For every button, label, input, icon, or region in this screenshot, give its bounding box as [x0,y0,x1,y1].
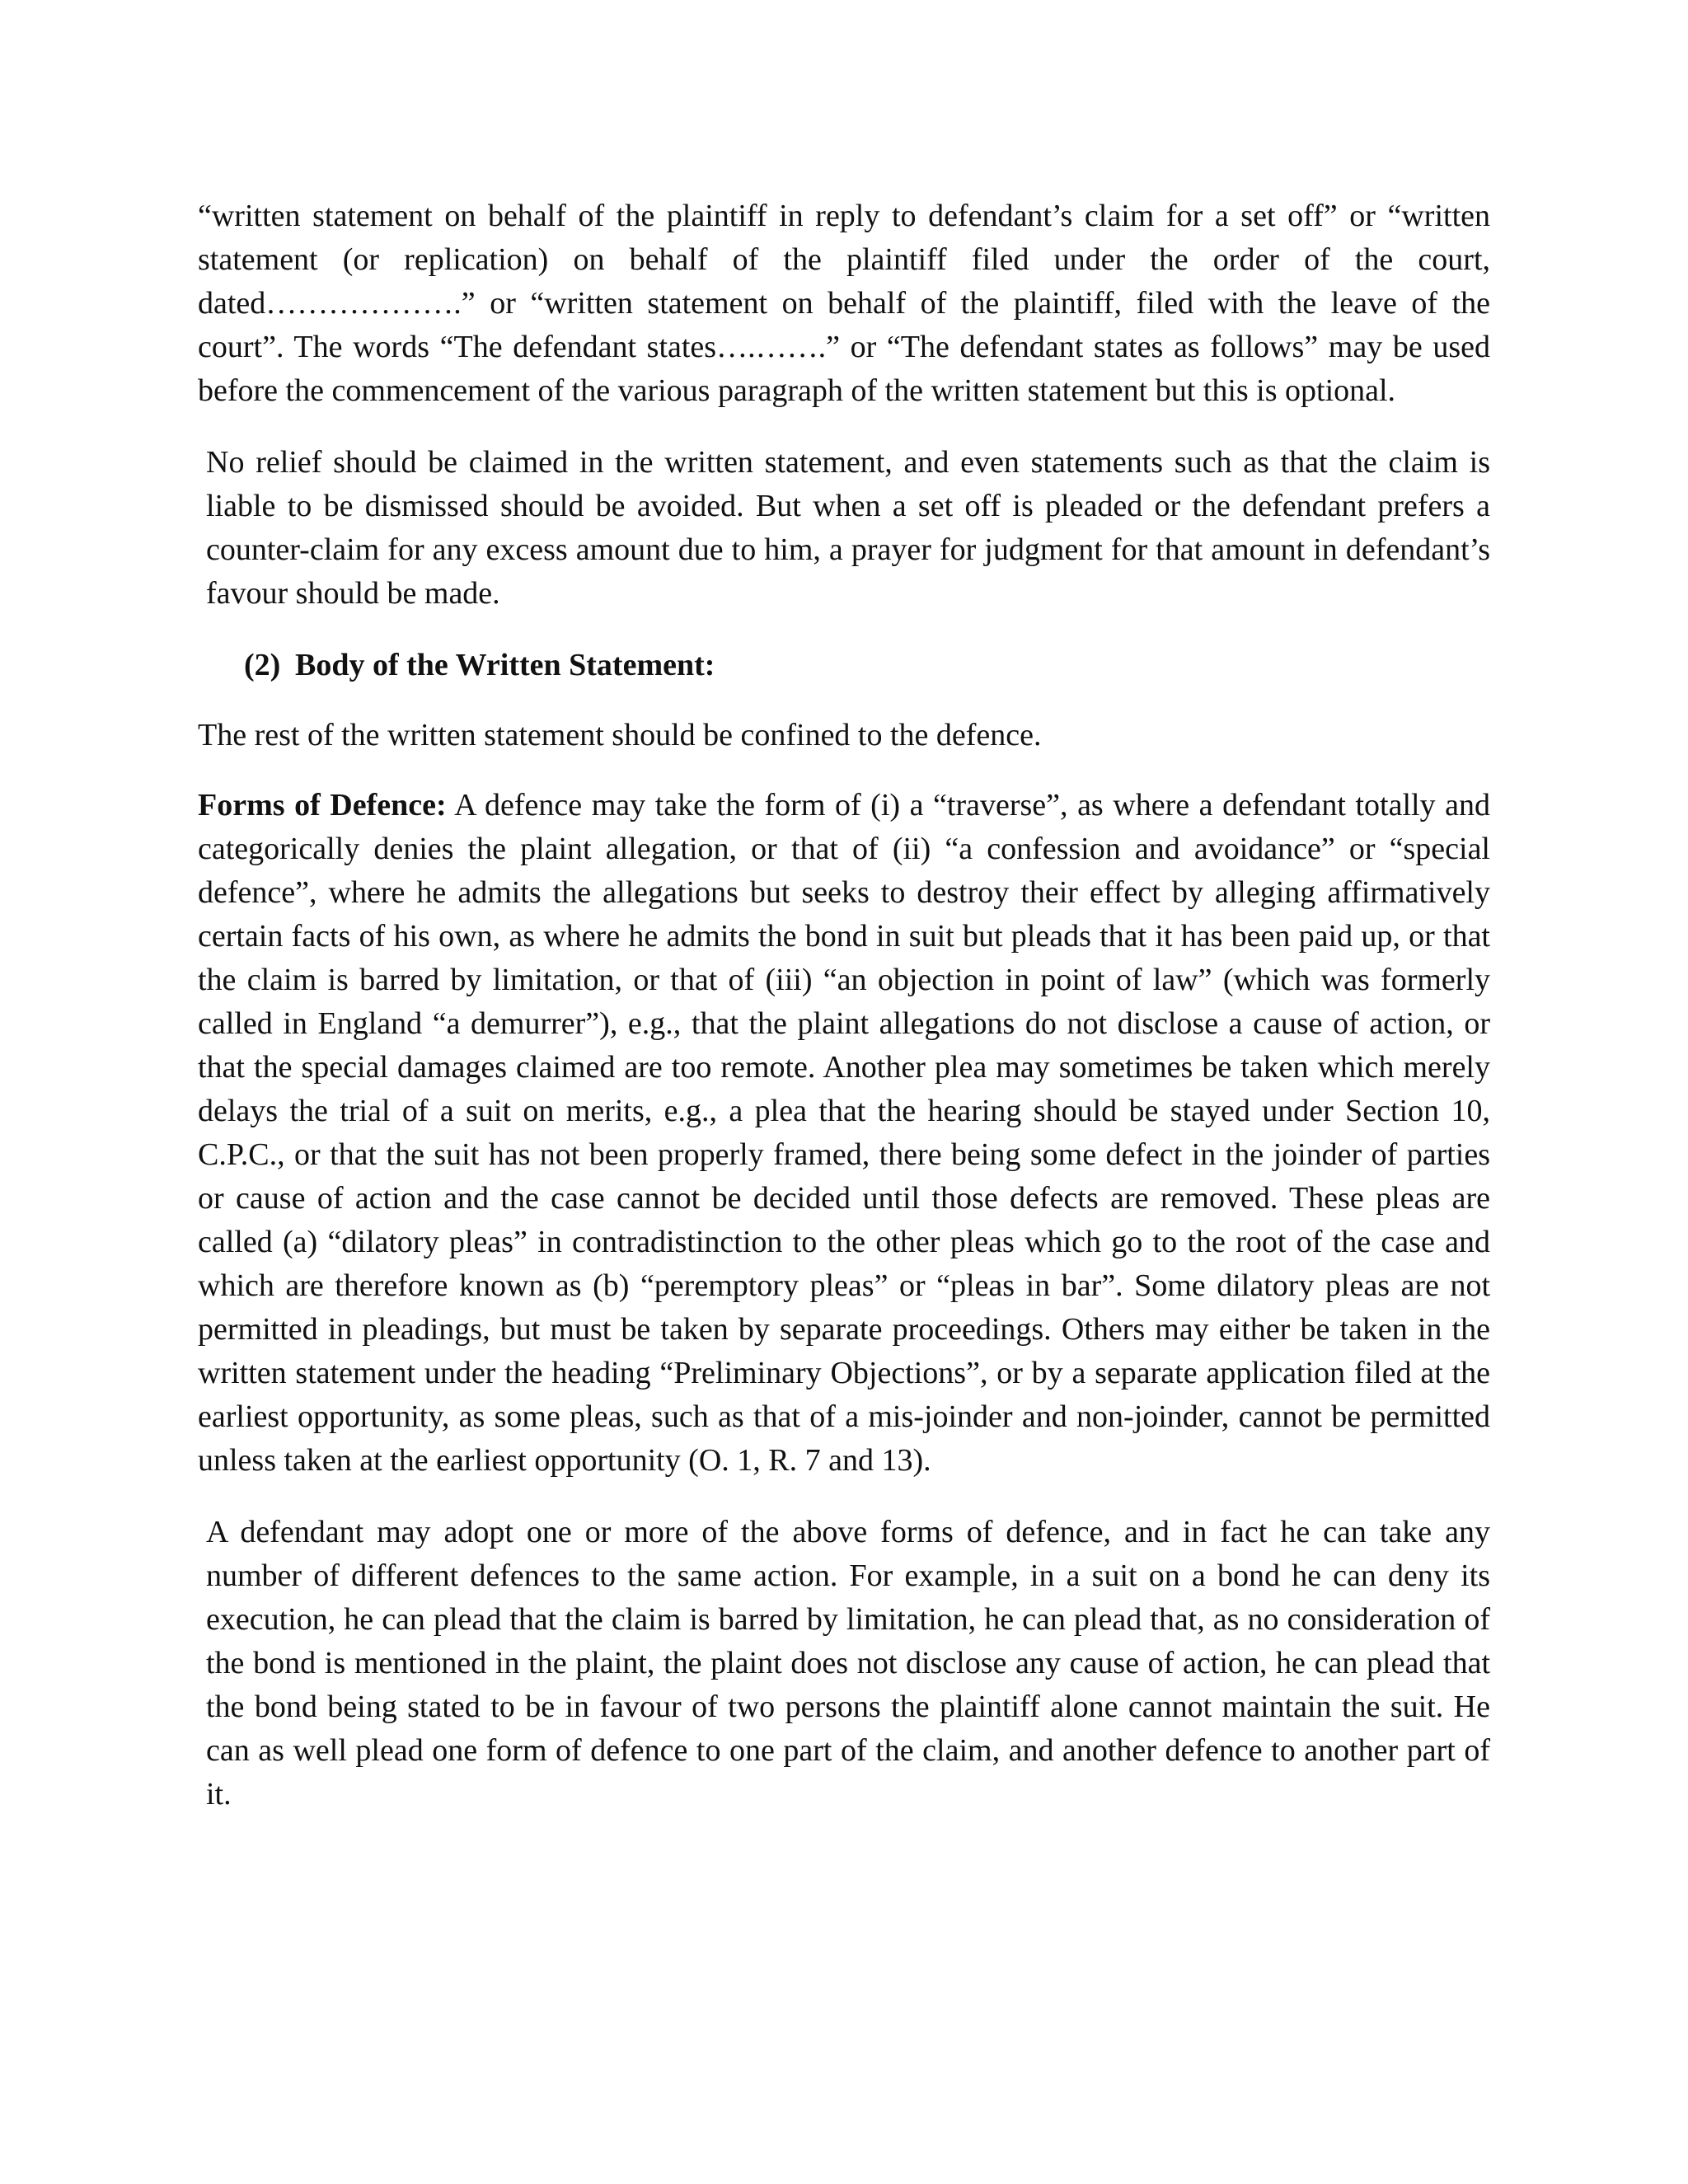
section-heading-number: (2) [244,648,281,682]
paragraph-multiple-defences: A defendant may adopt one or more of the above forms of defence, and in fact he can take any number of different defences to the same action. For example, in a suit on a bond he can deny its execution, he can plead that the claim is barred by limitation, he can plead that, as no consideration of the bond is mentioned in the plaint, the plaint does not disclose any cause of action, he can plead that the bond being stated to be in favour of two persons the plaintiff alone cannot maintain the suit. He can as well plead one form of defence to one part of the claim, and another defence to another part of it. [206,1515,1490,1811]
paragraph-written-statement-titles: “written statement on behalf of the plaintiff in reply to defendant’s claim for a set off” or “written statement (or replication) on behalf of the plaintiff filed under the order of the court, dated……………….” or “written statement on behalf of the plaintiff, filed with the leave of the court”. The words “The defendant states….…….” or “The defendant states as follows” may be used before the commencement of the various paragraph of the written statement but this is optional. [198,199,1490,408]
paragraph-confined-to-defence: The rest of the written statement should be confined to the defence. [198,718,1042,752]
document-page [198,194,1490,1816]
forms-of-defence-body: A defence may take the form of (i) a “traverse”, as where a defendant totally and categorically denies the plaint allegation, or that of (ii) “a confession and avoidance” or “special defence”, where he admits the allegations but seeks to destroy their effect by alleging affirmatively certain facts of his own, as where he admits the bond in suit but pleads that it has been paid up, or that the claim is barred by limitation, or that of (iii) “an objection in point of law” (which was formerly called in England “a demurrer”), e.g., that the plaint allegations do not disclose a cause of action, or that the special damages claimed are too remote. Another plea may sometimes be taken which merely delays the trial of a suit on merits, e.g., a plea that the hearing should be stayed under Section 10, C.P.C., or that the suit has not been properly framed, there being some defect in the joinder of parties or cause of action and the case cannot be decided until those defects are removed. These pleas are called (a) “dilatory pleas” in contradistinction to the other pleas which go to the root of the case and which are therefore known as (b) “peremptory pleas” or “pleas in bar”. Some dilatory pleas are not permitted in pleadings, but must be taken by separate proceedings. Others may either be taken in the written statement under the heading “Preliminary Objections”, or by a separate application filed at the earliest opportunity, as some pleas, such as that of a mis-joinder and non-joinder, cannot be permitted unless taken at the earliest opportunity (O. 1, R. 7 and 13). [198,788,1490,1478]
forms-of-defence-lead: Forms of Defence: [198,788,447,823]
paragraph-forms-of-defence [198,784,1490,1483]
paragraph-no-relief: No relief should be claimed in the written statement, and even statements such as that the claim is liable to be dismissed should be avoided. But when a set off is pleaded or the defendant prefers a counter-claim for any excess amount due to him, a prayer for judgment for that amount in defendant’s favour should be made. [206,445,1490,611]
section-heading-body [198,644,1490,687]
section-heading-text: Body of the Written Statement: [295,648,715,682]
